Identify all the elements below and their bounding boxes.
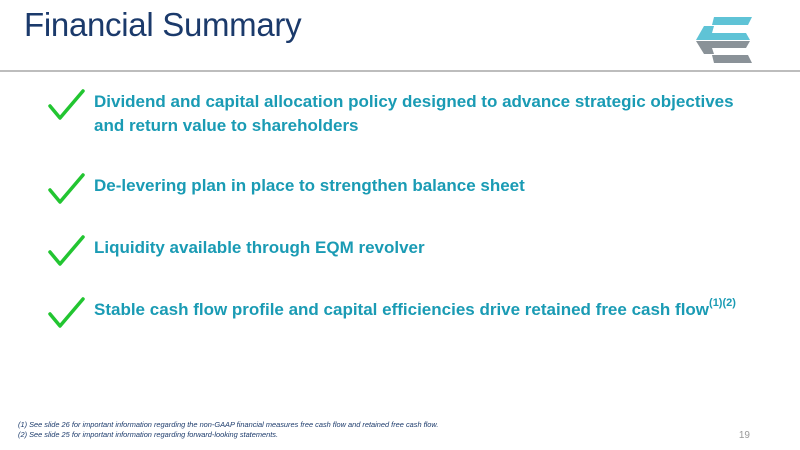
bullet-text: Dividend and capital allocation policy designed to advance strategic objectives and return value to shareholders	[94, 92, 734, 135]
bullet-item	[46, 234, 766, 268]
page-title: Financial Summary	[24, 6, 302, 43]
footnote-reference: (1)(2)	[709, 297, 736, 310]
check-icon	[46, 88, 86, 122]
bullet-text-main: Stable cash flow profile and capital efficiencies drive retained free cash flow	[94, 300, 710, 319]
bullet-item	[46, 172, 766, 206]
footnote: (2) See slide 25 for important information regarding forward-looking statements.	[18, 430, 279, 439]
page-number: 19	[738, 430, 750, 441]
bullet-item	[46, 296, 766, 330]
bullet-text	[94, 296, 736, 322]
footnote: (1) See slide 26 for important information regarding the non-GAAP financial measures free cash flow and retained free cash flow.	[18, 420, 439, 429]
title-divider	[0, 70, 800, 72]
bullet-text: Liquidity available through EQM revolver	[94, 238, 425, 257]
check-icon	[46, 296, 86, 330]
footnotes	[18, 420, 438, 440]
check-icon	[46, 234, 86, 268]
bullet-text: De-levering plan in place to strengthen balance sheet	[94, 176, 525, 195]
check-icon	[46, 172, 86, 206]
bullet-item	[46, 88, 766, 138]
eqm-logo-icon	[692, 14, 754, 66]
